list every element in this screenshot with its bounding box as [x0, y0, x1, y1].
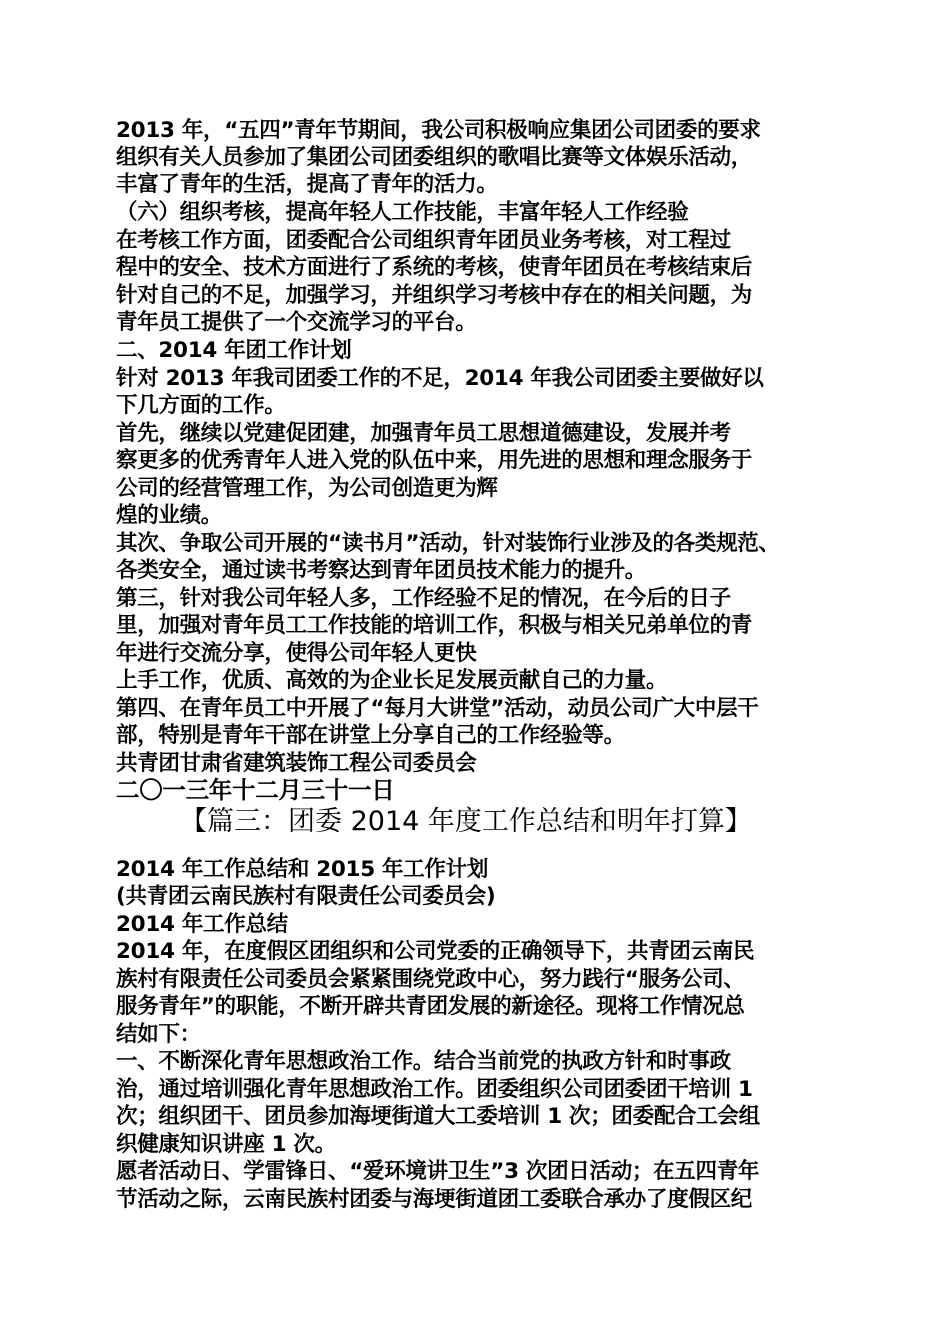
section-title: 【篇三：团委 2014 年度工作总结和明年打算】 [180, 806, 752, 837]
text-line: 族村有限责任公司委员会紧紧围绕党政中心，努力践行“服务公司、 [116, 967, 745, 992]
text-line: 察更多的优秀青年人进入党的队伍中来，用先进的思想和理念服务于 [116, 448, 753, 473]
text-line: 服务青年”的职能，不断开辟共青团发展的新途径。现将工作情况总 [116, 994, 745, 1019]
text-line: 上手工作，优质、高效的为企业长足发展贡献自己的力量。 [116, 668, 668, 693]
text-line: 部，特别是青年干部在讲堂上分享自己的工作经验等。 [116, 723, 625, 748]
text-line: 各类安全，通过读书考察达到青年团员技术能力的提升。 [116, 558, 647, 583]
text-line: 针对自己的不足，加强学习，并组织学习考核中存在的相关问题，为 [116, 283, 753, 308]
subsection-heading: （六）组织考核，提高年轻人工作技能，丰富年轻人工作经验 [116, 200, 689, 225]
signature-date: 二〇一三年十二月三十一日 [116, 776, 395, 804]
text-line: 年进行交流分享，使得公司年轻人更快 [116, 641, 477, 666]
text-line: 节活动之际，云南民族村团委与海埂街道团工委联合承办了度假区纪 [116, 1187, 753, 1212]
text-line: 结如下： [116, 1022, 201, 1047]
text-line: 2014 年，在度假区团组织和公司党委的正确领导下，共青团云南民 [116, 939, 755, 964]
text-line: 2013 年，“五四”青年节期间，我公司积极响应集团公司团委的要求 [116, 118, 761, 143]
doc-title: 2014 年工作总结和 2015 年工作计划 [116, 857, 489, 882]
text-line: 愿者活动日、学雷锋日、“爱环境讲卫生”3 次团日活动；在五四青年 [116, 1159, 760, 1184]
section-heading: 二、2014 年团工作计划 [116, 338, 352, 363]
text-line: 治，通过培训强化青年思想政治工作。团委组织公司团委团干培训 1 [116, 1077, 753, 1102]
text-line: 程中的安全、技术方面进行了系统的考核，使青年团员在考核结束后 [116, 255, 753, 280]
text-line: 一、不断深化青年思想政治工作。结合当前党的执政方针和时事政 [116, 1049, 731, 1074]
text-line: 下几方面的工作。 [116, 393, 286, 418]
text-line: 煌的业绩。 [116, 503, 223, 528]
text-line: 组织有关人员参加了集团公司团委组织的歌唱比赛等文体娱乐活动， [116, 145, 753, 170]
text-line: 公司的经营管理工作，为公司创造更为辉 [116, 476, 498, 501]
text-line: 首先，继续以党建促团建，加强青年员工思想道德建设，发展并考 [116, 421, 731, 446]
text-line: 第四、在青年员工中开展了“每月大讲堂”活动，动员公司广大中层干 [116, 696, 759, 721]
text-line: 次；组织团干、团员参加海埂街道大工委培训 1 次；团委配合工会组 [116, 1104, 760, 1129]
text-line: 丰富了青年的生活，提高了青年的活力。 [116, 172, 498, 197]
doc-subtitle: (共青团云南民族村有限责任公司委员会) [116, 884, 496, 909]
text-line: 里，加强对青年员工工作技能的培训工作，积极与相关兄弟单位的青 [116, 613, 753, 638]
text-line: 织健康知识讲座 1 次。 [116, 1132, 336, 1157]
text-line: 针对 2013 年我司团委工作的不足，2014 年我公司团委主要做好以 [116, 366, 764, 391]
text-line: 在考核工作方面，团委配合公司组织青年团员业务考核，对工程过 [116, 228, 731, 253]
signature-org: 共青团甘肃省建筑装饰工程公司委员会 [116, 751, 477, 776]
section-heading: 2014 年工作总结 [116, 912, 288, 937]
text-line: 其次、争取公司开展的“读书月”活动，针对装饰行业涉及的各类规范、 [116, 531, 780, 556]
text-line: 第三，针对我公司年轻人多，工作经验不足的情况，在今后的日子 [116, 586, 731, 611]
text-line: 青年员工提供了一个交流学习的平台。 [116, 310, 477, 335]
